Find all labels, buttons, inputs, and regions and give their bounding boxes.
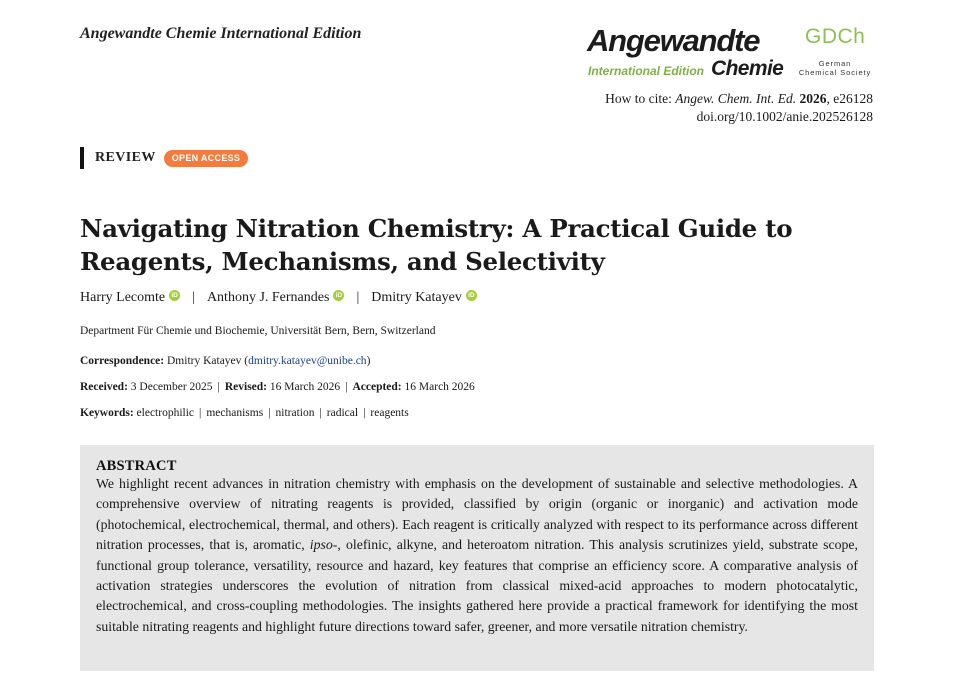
author-separator: | [192,290,195,305]
keyword: electrophilic [136,407,195,419]
correspondence-email[interactable]: dmitry.katayev@unibe.ch [248,355,367,367]
gdch-logo: GDCh [805,25,866,48]
gdch-society-label: German Chemical Society [798,59,872,77]
author-name[interactable]: Dmitry Katayev [371,290,462,305]
article-type-label: REVIEW [95,150,156,165]
author-name[interactable]: Anthony J. Fernandes [206,290,330,305]
affiliation: Department Für Chemie und Biochemie, Universität Bern, Bern, Switzerland [80,325,436,337]
author [371,290,477,306]
logo-angewandte: Angewandte [587,23,760,58]
open-access-badge: OPEN ACCESS [164,150,248,167]
keywords-line: Keywords: electrophilic | mechanisms | nitration | radical | reagents [80,407,409,419]
author-list [80,290,477,306]
accepted-date: 16 March 2026 [404,381,475,393]
abstract-text: We highlight recent advances in nitration chemistry with emphasis on the development of sustainable and selective methodologies. A comprehensive overview of nitrating reagents is provided, classified by origin (organic or inorganic) and activation mode (photochemical, electrochemical, thermal, and others). Each reagent is critically analyzed with respect to its performance across different nitration processes, that is, aromatic, ipso-, olefinic, alkyne, and heteroatom nitration. This analysis scrutinizes yield, substrate scope, functional group tolerance, versatility, resource and hazard, key features that comprise an efficiency score. A comparative analysis of activation strategies underscores the evolution of nitration from classical mixed-acid approaches to modern photocatalytic, electrochemical, and cross-coupling methodologies. The insights gathered here provide a practical framework for identifying the most suitable nitrating reagents and highlight future directions toward safer, greener, and more versatile nitration chemistry. [96,476,858,634]
article-type-row [80,148,248,168]
orcid-icon[interactable]: iD [333,290,344,301]
doi-link[interactable]: doi.org/10.1002/anie.202526128 [696,109,873,124]
correspondence-label: Correspondence: [80,355,165,367]
journal-name: Angewandte Chemie International Edition [80,25,362,42]
journal-logo [587,24,877,84]
correspondence-line: Correspondence: Dmitry Katayev (dmitry.katayev@unibe.ch) [80,355,371,367]
author-separator: | [356,290,360,305]
abstract-box [80,445,874,671]
received-date: 3 December 2025 [130,381,213,393]
citation-block [605,90,873,126]
author [80,290,180,306]
correspondence-name: Dmitry Katayev [167,355,242,367]
logo-international-edition: International Edition [588,64,704,78]
article-type-marker [80,147,84,169]
dates-line: Received: 3 December 2025 | Revised: 16 March 2026 | Accepted: 16 March 2026 [80,381,475,393]
abstract-heading: ABSTRACT [96,458,177,474]
keyword: reagents [370,407,409,419]
author-name[interactable]: Harry Lecomte [80,290,166,305]
orcid-icon[interactable]: iD [169,290,180,301]
keyword: mechanisms [206,407,264,419]
keyword: radical [326,407,359,419]
orcid-icon[interactable]: iD [466,290,477,301]
revised-date: 16 March 2026 [269,381,341,393]
keyword: nitration [275,407,315,419]
article-title: Navigating Nitration Chemistry: A Practical Guide to Reagents, Mechanisms, and Selectivity [80,214,793,276]
logo-chemie: Chemie [711,57,784,80]
author [207,290,345,306]
how-to-cite: How to cite: Angew. Chem. Int. Ed. 2026, e26128 [605,91,873,106]
keywords-label: Keywords: [80,407,134,419]
